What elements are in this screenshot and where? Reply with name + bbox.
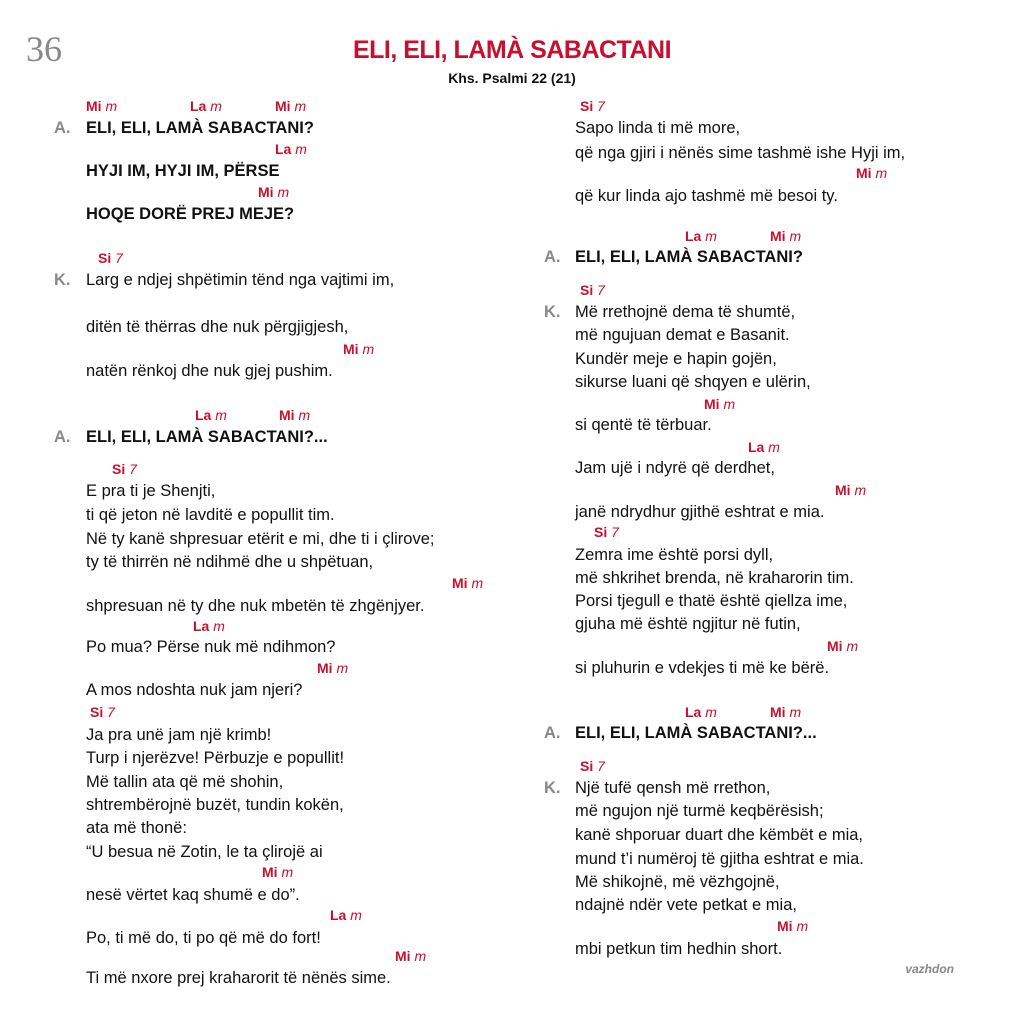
verse-line: Kundër meje e hapin gojën, xyxy=(575,350,777,368)
verse-line: Zemra ime është porsi dyll, xyxy=(575,546,774,564)
chord-mi xyxy=(835,482,866,498)
chord-mi xyxy=(86,98,117,114)
chord-quality: m xyxy=(298,407,311,423)
verse-line: kanë shporuar duart dhe këmbët e mia, xyxy=(575,826,864,844)
chord-mi xyxy=(262,864,293,880)
chord-root: Mi xyxy=(343,341,363,357)
verse-line: natën rënkoj dhe nuk gjej pushim. xyxy=(86,362,333,380)
verse-marker: K. xyxy=(544,303,561,321)
antiphon-marker: A. xyxy=(54,428,71,446)
verse-line: Sapo linda ti më more, xyxy=(575,119,741,137)
chord-quality: m xyxy=(789,704,802,720)
chord-root: Si xyxy=(90,704,108,720)
chord-la xyxy=(330,907,362,923)
verse-line: gjuha më është ngjitur në futin, xyxy=(575,615,801,633)
chord-quality: m xyxy=(789,228,802,244)
continue-label: vazhdon xyxy=(905,962,954,976)
verse-line: më ngujuan demat e Basanit. xyxy=(575,326,790,344)
chord-root: La xyxy=(330,907,351,923)
chord-mi xyxy=(275,98,306,114)
verse-marker: K. xyxy=(544,779,561,797)
verse-line: Më shikojnë, më vëzhgojnë, xyxy=(575,873,780,891)
chord-mi xyxy=(258,184,289,200)
verse-line: si qentë të tërbuar. xyxy=(575,416,712,434)
chord-quality: m xyxy=(105,98,118,114)
chord-quality: m xyxy=(215,407,227,423)
chord-la xyxy=(685,704,717,720)
chord-quality: m xyxy=(336,660,349,676)
verse-line: “U besua në Zotin, le ta çlirojë ai xyxy=(86,843,323,861)
chord-quality: m xyxy=(277,184,290,200)
antiphon-line: ELI, ELI, LAMÀ SABACTANI?... xyxy=(86,428,328,446)
antiphon-marker: A. xyxy=(544,724,561,742)
chord-quality: m xyxy=(768,439,780,455)
chord-quality: m xyxy=(414,948,427,964)
chord-mi xyxy=(777,918,808,934)
verse-line: nesë vërtet kaq shumë e do”. xyxy=(86,886,300,904)
chord-quality: m xyxy=(875,165,888,181)
chord-si xyxy=(580,758,605,774)
chord-root: Mi xyxy=(835,482,855,498)
chord-quality: 7 xyxy=(107,704,115,720)
verse-line: Ja pra unë jam një krimb! xyxy=(86,726,272,744)
verse-line: Më tallin ata që më shohin, xyxy=(86,773,284,791)
chord-root: Mi xyxy=(258,184,278,200)
chord-quality: m xyxy=(350,907,362,923)
verse-line: E pra ti je Shenjti, xyxy=(86,482,216,500)
chord-mi xyxy=(704,396,735,412)
chord-mi xyxy=(827,638,858,654)
chord-si xyxy=(580,98,605,114)
verse-line: Turp i njerëzve! Përbuzje e popullit! xyxy=(86,749,345,767)
chord-root: Si xyxy=(580,282,598,298)
chord-quality: 7 xyxy=(597,758,605,774)
chord-mi xyxy=(452,575,483,591)
chord-mi xyxy=(279,407,310,423)
chord-si xyxy=(98,250,123,266)
verse-line: Më rrethojnë dema të shumtë, xyxy=(575,303,796,321)
chord-mi xyxy=(770,704,801,720)
chord-mi xyxy=(317,660,348,676)
verse-line: si pluhurin e vdekjes ti më ke bërë. xyxy=(575,659,830,677)
verse-line: mund t’i numëroj të gjitha eshtrat e mia. xyxy=(575,850,864,868)
antiphon-marker: A. xyxy=(544,248,561,266)
chord-si xyxy=(580,282,605,298)
chord-root: Si xyxy=(112,461,130,477)
chord-root: Mi xyxy=(770,704,790,720)
chord-root: Mi xyxy=(395,948,415,964)
chord-quality: 7 xyxy=(597,98,605,114)
song-subtitle: Khs. Psalmi 22 (21) xyxy=(448,70,576,86)
chord-root: Mi xyxy=(279,407,299,423)
chord-root: La xyxy=(685,704,706,720)
chord-quality: m xyxy=(471,575,484,591)
chord-root: La xyxy=(275,141,296,157)
song-title: ELI, ELI, LAMÀ SABACTANI xyxy=(352,36,672,64)
chord-root: Mi xyxy=(856,165,876,181)
chord-si xyxy=(112,461,137,477)
verse-line: ndajnë ndër vete petkat e mia, xyxy=(575,896,797,914)
chord-quality: m xyxy=(796,918,809,934)
chord-mi xyxy=(395,948,426,964)
antiphon-marker: A. xyxy=(54,119,71,137)
chord-root: Mi xyxy=(275,98,295,114)
chord-quality: 7 xyxy=(611,524,619,540)
verse-line: Po, ti më do, ti po që më do fort! xyxy=(86,929,321,947)
chord-la xyxy=(275,141,307,157)
chord-la xyxy=(685,228,717,244)
chord-root: Si xyxy=(594,524,612,540)
antiphon-line: ELI, ELI, LAMÀ SABACTANI? xyxy=(575,248,803,266)
chord-quality: m xyxy=(846,638,859,654)
chord-root: Si xyxy=(580,98,598,114)
antiphon-line: ELI, ELI, LAMÀ SABACTANI? xyxy=(86,119,314,137)
chord-la xyxy=(193,618,225,634)
chord-quality: m xyxy=(705,228,717,244)
chord-la xyxy=(195,407,227,423)
verse-line: shpresuan në ty dhe nuk mbetën të zhgënjyer. xyxy=(86,597,425,615)
antiphon-line: HYJI IM, HYJI IM, PËRSE xyxy=(86,162,280,180)
chord-mi xyxy=(770,228,801,244)
chord-quality: 7 xyxy=(597,282,605,298)
chord-root: Mi xyxy=(704,396,724,412)
chord-quality: m xyxy=(281,864,294,880)
chord-quality: m xyxy=(294,98,307,114)
verse-line: Larg e ndjej shpëtimin tënd nga vajtimi im, xyxy=(86,271,395,289)
chord-root: Mi xyxy=(827,638,847,654)
verse-marker: K. xyxy=(54,271,71,289)
chord-root: Mi xyxy=(777,918,797,934)
antiphon-line: ELI, ELI, LAMÀ SABACTANI?... xyxy=(575,724,817,742)
chord-root: Mi xyxy=(262,864,282,880)
verse-line: Jam ujë i ndyrë që derdhet, xyxy=(575,459,775,477)
chord-quality: m xyxy=(854,482,867,498)
verse-line: që kur linda ajo tashmë më besoi ty. xyxy=(575,187,838,205)
chord-quality: m xyxy=(362,341,375,357)
chord-root: Mi xyxy=(317,660,337,676)
verse-line: ditën të thërras dhe nuk përgjigjesh, xyxy=(86,318,349,336)
verse-line: Në ty kanë shpresuar etërit e mi, dhe ti i çlirove; xyxy=(86,530,435,548)
chord-quality: m xyxy=(705,704,717,720)
chord-mi xyxy=(856,165,887,181)
chord-root: La xyxy=(190,98,211,114)
verse-line: Një tufë qensh më rrethon, xyxy=(575,779,771,797)
verse-line: mbi petkun tim hedhin short. xyxy=(575,940,783,958)
chord-root: La xyxy=(748,439,769,455)
chord-root: La xyxy=(193,618,214,634)
verse-line: sikurse luani që shqyen e ulërin, xyxy=(575,373,811,391)
verse-line: shtrembërojnë buzët, tundin kokën, xyxy=(86,796,344,814)
chord-quality: 7 xyxy=(129,461,137,477)
chord-la xyxy=(748,439,780,455)
antiphon-line: HOQE DORË PREJ MEJE? xyxy=(86,205,295,223)
chord-root: Mi xyxy=(770,228,790,244)
page-number: 36 xyxy=(26,29,62,69)
chord-root: La xyxy=(685,228,706,244)
chord-root: La xyxy=(195,407,216,423)
chord-quality: 7 xyxy=(115,250,123,266)
verse-line: që nga gjiri i nënës sime tashmë ishe Hyji im, xyxy=(575,144,906,162)
verse-line: Po mua? Përse nuk më ndihmon? xyxy=(86,638,336,656)
chord-la xyxy=(190,98,222,114)
verse-line: më shkrihet brenda, në kraharorin tim. xyxy=(575,569,854,587)
verse-line: Porsi tjegull e thatë është qiellza ime, xyxy=(575,592,848,610)
verse-line: ty të thirrën në ndihmë dhe u shpëtuan, xyxy=(86,553,374,571)
chord-quality: m xyxy=(210,98,222,114)
chord-mi xyxy=(343,341,374,357)
chord-quality: m xyxy=(213,618,225,634)
chord-root: Si xyxy=(98,250,116,266)
chord-quality: m xyxy=(723,396,736,412)
verse-line: Ti më nxore prej kraharorit të nënës sime. xyxy=(86,969,391,987)
chord-si xyxy=(594,524,619,540)
chord-root: Mi xyxy=(86,98,106,114)
verse-line: A mos ndoshta nuk jam njeri? xyxy=(86,681,303,699)
verse-line: janë ndrydhur gjithë eshtrat e mia. xyxy=(575,503,825,521)
chord-quality: m xyxy=(295,141,307,157)
chord-si xyxy=(90,704,115,720)
chord-root: Si xyxy=(580,758,598,774)
verse-line: ti që jeton në lavditë e popullit tim. xyxy=(86,506,335,524)
verse-line: ata më thonë: xyxy=(86,819,187,837)
chord-root: Mi xyxy=(452,575,472,591)
verse-line: më ngujon një turmë keqbërësish; xyxy=(575,802,824,820)
